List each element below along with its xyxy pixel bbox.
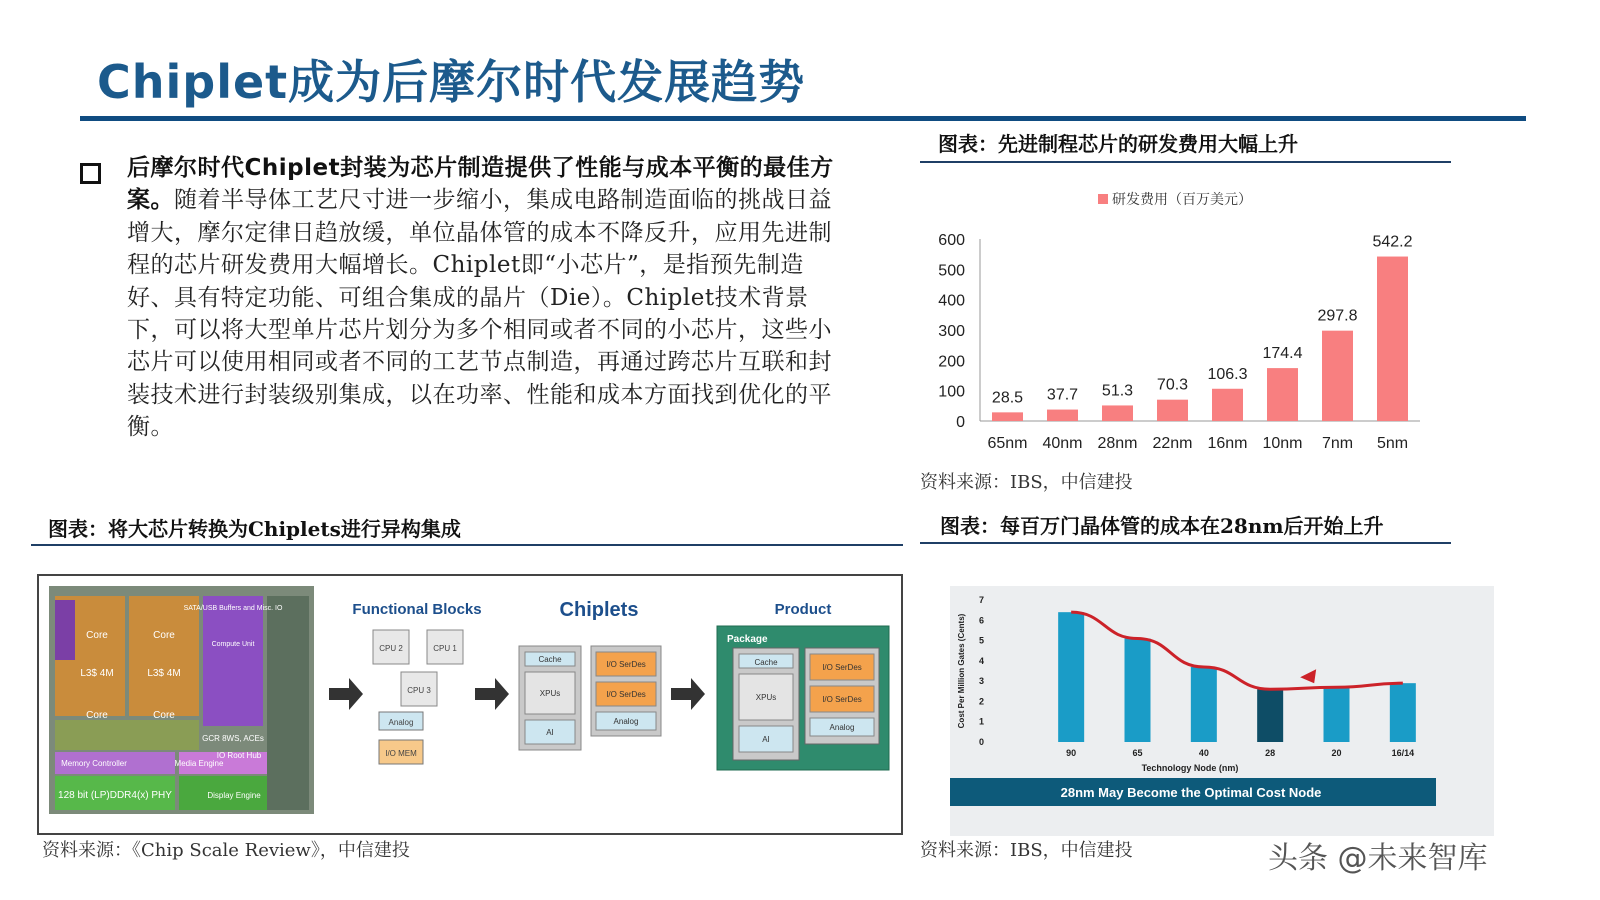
bar	[1257, 689, 1283, 742]
chiplet-figure-caption: 图表：将大芯片转换为Chiplets进行异构集成	[48, 517, 461, 541]
rd-cost-chart	[920, 180, 1460, 460]
die-label: Core	[86, 630, 108, 641]
trend-line	[1071, 612, 1403, 689]
die-label: Core	[153, 710, 175, 721]
body-bold-lead: 后摩尔时代Chiplet封装为芯片制造提供了性能与成本平衡的最佳方案。	[127, 155, 834, 214]
block-label: CPU 3	[407, 686, 431, 695]
x-tick-label: 20	[1331, 748, 1342, 758]
bar	[1047, 410, 1078, 421]
y-tick-label: 7	[978, 595, 984, 605]
die-label: Compute Unit	[211, 641, 255, 648]
y-tick-label: 1	[978, 716, 984, 727]
die-label: L3$ 4M	[147, 668, 181, 679]
top-chart-source: 资料来源：IBS，中信建投	[920, 472, 1133, 493]
package-label: Package	[727, 634, 768, 645]
cost-per-gate-chart	[950, 586, 1494, 836]
die-label: Core	[153, 630, 175, 641]
die-label: IO Root Hub	[216, 751, 262, 760]
y-tick-label: 100	[938, 383, 965, 401]
bar	[1324, 687, 1350, 742]
chiplet-figure-source: 资料来源：《Chip Scale Review》，中信建投	[42, 840, 410, 861]
bar	[1322, 331, 1353, 421]
product-label: AI	[762, 735, 770, 744]
body-text: 随着半导体工艺尺寸进一步缩小，集成电路制造面临的挑战日益增大，摩尔定律日趋放缓，单位晶体管的成本不降反升，应用先进制程的芯片研发费用大幅增长。Chiplet即“小芯片”，是指预先制造好、具有特定功能、可组合集成的晶片（Die）。Chiplet技术背景下，可以将大型单片芯片划分为多个相同或者不同的小芯片，这些小芯片可以使用相同或者不同的工艺节点制造，再通过跨芯片互联和封装技术进行封装级别集成，以在功率、性能和成本方面找到优化的平衡。	[127, 187, 832, 441]
product-title: Product	[774, 601, 832, 618]
x-tick-label: 40	[1198, 748, 1209, 758]
arrow-right-icon	[475, 678, 509, 710]
block-label: CPU 2	[379, 644, 403, 653]
y-tick-label: 5	[978, 635, 984, 646]
cost-chart-source: 资料来源：IBS，中信建投	[920, 840, 1133, 861]
y-tick-label: 6	[978, 615, 984, 626]
x-tick-label: 5nm	[1376, 435, 1409, 452]
cost-chart-panel	[950, 586, 1494, 836]
data-label: 542.2	[1372, 233, 1413, 251]
bar	[992, 412, 1023, 421]
die-label: 128 bit (LP)DDR4(x) PHY	[58, 790, 172, 801]
y-tick-label: 2	[978, 696, 984, 707]
y-tick-label: 0	[956, 414, 965, 431]
chiplet-label: AI	[546, 728, 554, 737]
x-tick-label: 40nm	[1042, 435, 1083, 452]
x-tick-label: 10nm	[1262, 435, 1303, 452]
die-label: Display Engine	[207, 791, 261, 800]
chiplet-figure-frame	[37, 574, 903, 835]
functional-blocks-title: Functional Blocks	[352, 601, 482, 618]
data-label: 106.3	[1207, 365, 1248, 383]
y-tick-label: 3	[978, 676, 984, 687]
chiplet-figure-caption-rule	[31, 544, 903, 546]
x-tick-label: 16/14	[1391, 748, 1415, 758]
bar	[1102, 405, 1133, 421]
bullet-square-icon	[80, 163, 101, 184]
product-label: Analog	[829, 723, 855, 732]
y-tick-label: 4	[978, 655, 984, 666]
y-axis-label: Cost Per Million Gates (Cents)	[957, 613, 966, 729]
product-label: XPUs	[755, 693, 777, 702]
y-tick-label: 600	[938, 232, 965, 249]
data-label: 37.7	[1046, 386, 1079, 404]
data-label: 28.5	[991, 389, 1024, 407]
chiplet-label: I/O SerDes	[606, 690, 646, 699]
product-label: Cache	[754, 658, 778, 667]
data-label: 70.3	[1156, 376, 1189, 394]
die-label: Media Engine	[174, 759, 224, 768]
page-title: Chiplet成为后摩尔时代发展趋势	[97, 55, 806, 109]
y-tick-label: 500	[938, 262, 965, 280]
die-label: Memory Controller	[61, 759, 127, 768]
data-label: 51.3	[1101, 382, 1134, 400]
cost-chart-caption: 图表：每百万门晶体管的成本在28nm后开始上升	[940, 514, 1384, 538]
chiplet-label: Analog	[613, 717, 639, 726]
x-tick-label: 16nm	[1207, 435, 1248, 452]
body-paragraph	[127, 152, 837, 444]
block-label: I/O MEM	[385, 749, 417, 758]
die-label: L3$ 4M	[80, 668, 114, 679]
bar	[1390, 683, 1416, 742]
chiplet-diagram	[39, 576, 901, 833]
legend-label: 研发费用（百万美元）	[1112, 191, 1252, 207]
top-chart-caption: 图表：先进制程芯片的研发费用大幅上升	[938, 132, 1298, 156]
block-label: CPU 1	[433, 644, 457, 653]
x-tick-label: 7nm	[1321, 435, 1354, 452]
legend-swatch	[1098, 194, 1108, 204]
x-tick-label: 65	[1132, 748, 1143, 758]
product-label: I/O SerDes	[822, 663, 862, 672]
data-label: 297.8	[1317, 307, 1358, 325]
block-label: Analog	[388, 718, 414, 727]
bar	[1058, 612, 1084, 742]
title-divider	[80, 116, 1526, 121]
bar	[1212, 389, 1243, 421]
trend-marker-icon	[1300, 669, 1316, 683]
x-tick-label: 22nm	[1152, 435, 1193, 452]
arrow-right-icon	[671, 678, 705, 710]
arrow-right-icon	[329, 678, 363, 710]
watermark: 头条 @未来智库	[1268, 841, 1488, 876]
die-photo	[49, 586, 314, 814]
bar	[1125, 639, 1151, 742]
y-tick-label: 200	[938, 353, 965, 371]
chiplet-label: XPUs	[539, 689, 561, 698]
y-tick-label: 0	[978, 737, 984, 747]
cost-banner-text: 28nm May Become the Optimal Cost Node	[1060, 785, 1322, 800]
die-label: SATA/USB Buffers and Misc. IO	[183, 605, 283, 612]
bar	[1267, 368, 1298, 421]
y-tick-label: 300	[938, 323, 965, 340]
die-label: GCR 8WS, ACEs	[202, 734, 264, 743]
x-tick-label: 90	[1066, 748, 1077, 758]
die-label: Core	[86, 710, 108, 721]
bar	[1157, 400, 1188, 421]
cost-chart-caption-rule	[920, 542, 1451, 544]
bar	[1377, 257, 1408, 421]
chiplet-label: I/O SerDes	[606, 660, 646, 669]
data-label: 174.4	[1262, 345, 1303, 363]
x-tick-label: 65nm	[987, 435, 1028, 452]
x-axis-label: Technology Node (nm)	[1141, 763, 1239, 773]
top-chart-caption-rule	[920, 161, 1451, 163]
x-tick-label: 28nm	[1097, 435, 1138, 452]
chiplets-title: Chiplets	[559, 599, 639, 621]
y-tick-label: 400	[938, 292, 965, 310]
product-label: I/O SerDes	[822, 695, 862, 704]
bar	[1191, 667, 1217, 742]
x-tick-label: 28	[1265, 748, 1276, 758]
chiplet-label: Cache	[538, 655, 562, 664]
